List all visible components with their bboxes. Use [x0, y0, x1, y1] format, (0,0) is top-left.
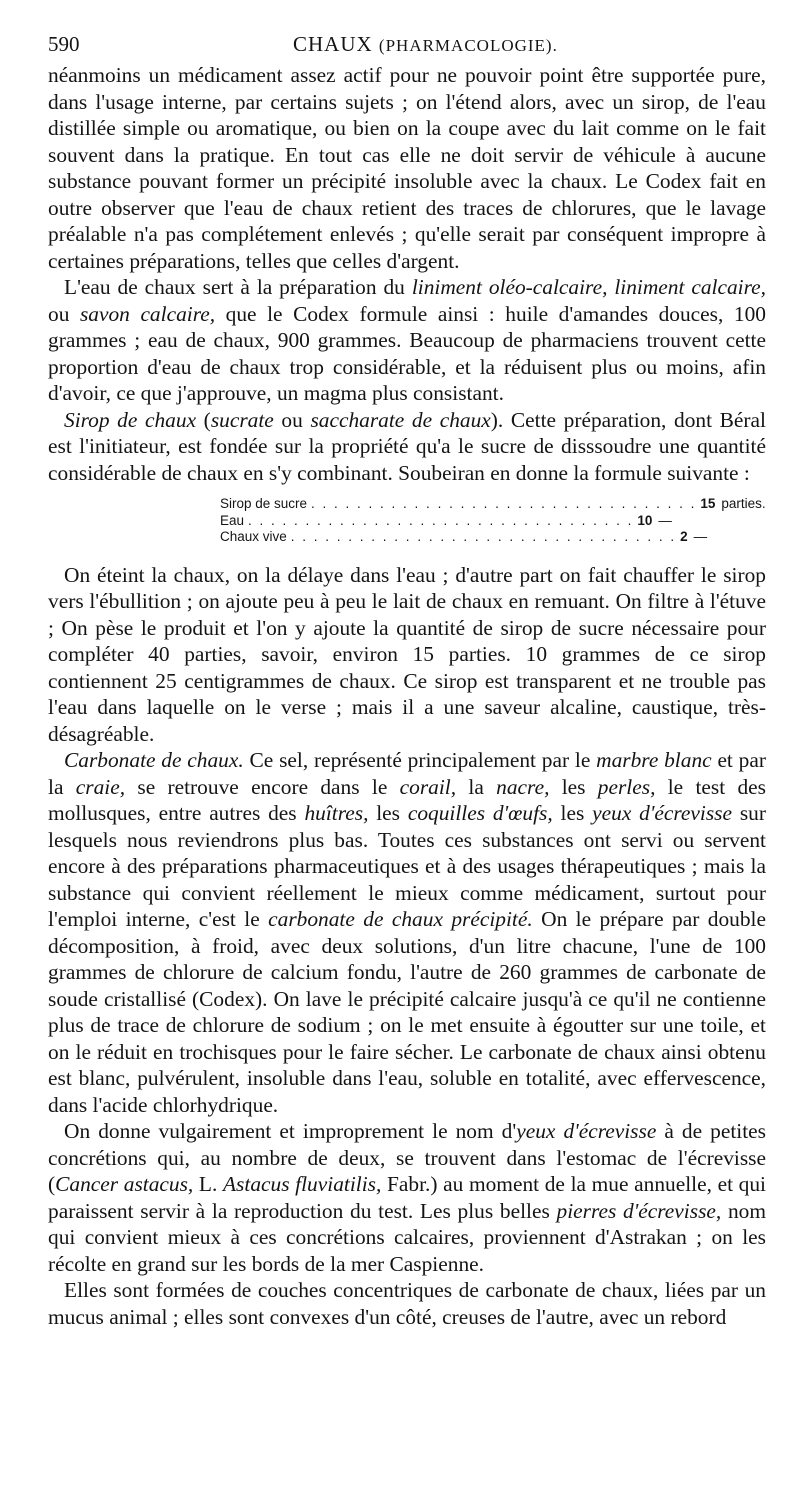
- paragraph-2: [48, 274, 766, 407]
- text-run: les: [549, 774, 598, 799]
- italic-term: craie,: [75, 774, 126, 799]
- text-run: le test des mollusques, entre autres des: [48, 774, 766, 825]
- text-run: Fabr.) au moment de la mue annuelle, et qui paraissent servir à la reproduction du test. Les plus belles: [48, 1172, 766, 1223]
- text-run: On donne vulgairement et improprement le nom d': [64, 1119, 517, 1143]
- text-run: se retrouve encore dans le: [125, 774, 400, 799]
- italic-term: marbre blanc: [596, 748, 712, 772]
- italic-term: huîtres,: [304, 801, 369, 825]
- italic-term: corail,: [399, 774, 457, 799]
- paragraph-4: On éteint la chaux, on la délaye dans l'eau ; d'autre part on fait chauffer le sirop vers l'ébullition ; on ajoute peu à peu le lait de chaux en remuant. On filtre à l'étuve ; On pèse le produit et l'on y ajoute la quantité de sirop de sucre nécessaire pour compléter 40 parties, savoir, environ 15 parties. 10 grammes de ce sirop contiennent 25 centigrammes de chaux. Ce sirop est transparent et ne trouble pas l'eau dans laquelle on le verse ; mais il a une saveur alcaline, caustique, très-désagréable.: [48, 562, 766, 746]
- italic-term: sucrate: [210, 407, 274, 432]
- text-run: On le prépare par double décomposition, à froid, avec deux solutions, d'un litre chacune, l'une de 100 grammes de chlorure de calcium fondu, l'autre de 260 grammes de carbonate de soude cristallisé (Codex). On lave le précipité calcaire jusqu'à ce qu'il ne contienne plus de trace de chlorure de sodium ; on le met ensuite à égoutter sur une toile, et on le réduit en trochisques pour le faire sécher. Le carbonate de chaux ainsi obtenu est blanc, pulvérulent, insoluble dans l'eau, soluble en totalité, avec effervescence, dans l'acide chlorhydrique.: [48, 907, 766, 1117]
- page-number: 590: [48, 32, 80, 56]
- italic-term: nacre,: [496, 774, 550, 799]
- paragraph-7: Elles sont formées de couches concentriques de carbonate de chaux, liées par un mucus animal ; elles sont convexes d'un côté, creuses de l'autre, avec un rebord: [48, 1278, 766, 1329]
- italic-term: savon calcaire,: [79, 301, 216, 326]
- paragraph-1: néanmoins un médicament assez actif pour ne pouvoir point être supportée pure, dans l'usage interne, par certains sujets ; on l'étend alors, avec un sirop, de l'eau distillée simple ou aromatique, ou bien on la coupe avec du lait comme on le fait souvent dans la pratique. En tout cas elle ne doit servir de véhicule à aucune substance pouvant former un précipité insoluble avec la chaux. Le Codex fait en outre observer que l'eau de chaux retient des traces de chlorures, que le lavage préalable n'a pas complétement enlevés ; qu'elle serait par conséquent impropre à certaines préparations, telles que celles d'argent.: [48, 63, 766, 273]
- text-run: L'eau de chaux sert à la préparation du: [64, 275, 412, 299]
- recipe-table: [220, 496, 766, 546]
- italic-term: carbonate de chaux précipité.: [268, 907, 533, 931]
- text-run: nom qui convient mieux à ces concrétions calcaires, proviennent d'Astrakan ; on les récolte en grand sur les bords de la mer Caspienne.: [48, 1198, 766, 1276]
- italic-term: perles,: [597, 774, 656, 799]
- paragraph-3: [48, 407, 766, 487]
- italic-term: Astacus fluviatilis,: [222, 1172, 382, 1196]
- text-run: ou: [48, 301, 80, 326]
- text-run: ou: [273, 407, 311, 432]
- recipe-quantity: 15: [700, 496, 716, 511]
- italic-term: liniment oléo-calcaire, liniment calcaire,: [411, 275, 766, 299]
- text-run: la: [456, 774, 497, 799]
- text-run: Ce sel, représenté principalement par le: [243, 748, 597, 772]
- italic-term: yeux d'écrevisse: [516, 1119, 657, 1143]
- page-header: [48, 32, 764, 62]
- text-run: et par la: [48, 748, 766, 799]
- section-heading-sirop: Sirop de chaux: [64, 407, 197, 432]
- recipe-row: [220, 529, 708, 546]
- running-title: [293, 32, 558, 57]
- text-run: sur lesquels nous reviendrons plus bas. Toutes ces substances ont servi ou servent encore à des préparations pharmaceutiques et à des usages thérapeutiques ; mais la substance qui convient réellement le mieux comme médicament, surtout pour l'emploi interne, c'est le: [48, 801, 766, 931]
- running-title-main: CHAUX: [293, 32, 373, 56]
- leader-dots: . . . . . . . . . . . . . . . . . . . . . . . . . . . . . . . . . .: [311, 496, 697, 511]
- recipe-ingredient: Sirop de sucre: [220, 496, 308, 511]
- text-run: à de petites concrétions qui, au nombre de deux, se trouvent dans l'estomac de l'écrevisse (: [48, 1119, 766, 1196]
- text-run: que le Codex formule ainsi : huile d'amandes douces, 100 grammes ; eau de chaux, 900 grammes. Beaucoup de pharmaciens trouvent cette proportion d'eau de chaux trop considérable, et la réduisent plus ou moins, afin d'avoir, ce que j'approuve, un magma plus consistant.: [48, 301, 766, 405]
- leader-dots: . . . . . . . . . . . . . . . . . . . . . . . . . . . . . . . . . .: [290, 529, 677, 544]
- recipe-unit: —: [658, 512, 672, 528]
- body-text: [48, 62, 766, 1330]
- italic-term: Cancer astacus,: [55, 1172, 194, 1196]
- recipe-row: [220, 512, 672, 530]
- paragraph-6: [48, 1118, 766, 1277]
- text-run: les: [552, 801, 593, 825]
- running-title-section: (PHARMACOLOGIE).: [378, 36, 558, 55]
- recipe-ingredient: Eau: [220, 512, 245, 528]
- recipe-unit: parties.: [721, 496, 766, 511]
- recipe-quantity: 10: [637, 512, 653, 528]
- text-run: L.: [193, 1172, 223, 1196]
- text-run: ). Cette préparation, dont Béral est l'initiateur, est fondée sur la propriété qu'a le sucre de disssoudre une quantité considérable de chaux en s'y combinant. Soubeiran en donne la formule suivante :: [48, 407, 766, 485]
- text-run: les: [368, 801, 408, 825]
- recipe-row: [220, 496, 766, 513]
- recipe-ingredient: Chaux vive: [220, 529, 287, 544]
- italic-term: yeux d'écrevisse: [592, 801, 733, 825]
- italic-term: coquilles d'œufs,: [407, 801, 553, 825]
- paragraph-5: [48, 747, 766, 1118]
- recipe-quantity: 2: [680, 529, 688, 544]
- text-run: (: [196, 407, 211, 432]
- leader-dots: . . . . . . . . . . . . . . . . . . . . . . . . . . . . . . . . . .: [248, 512, 634, 528]
- recipe-unit: —: [693, 529, 708, 544]
- italic-term: pierres d'écrevisse,: [556, 1198, 722, 1223]
- section-heading-carbonate: Carbonate de chaux.: [64, 748, 244, 772]
- italic-term: saccharate de chaux: [310, 407, 491, 432]
